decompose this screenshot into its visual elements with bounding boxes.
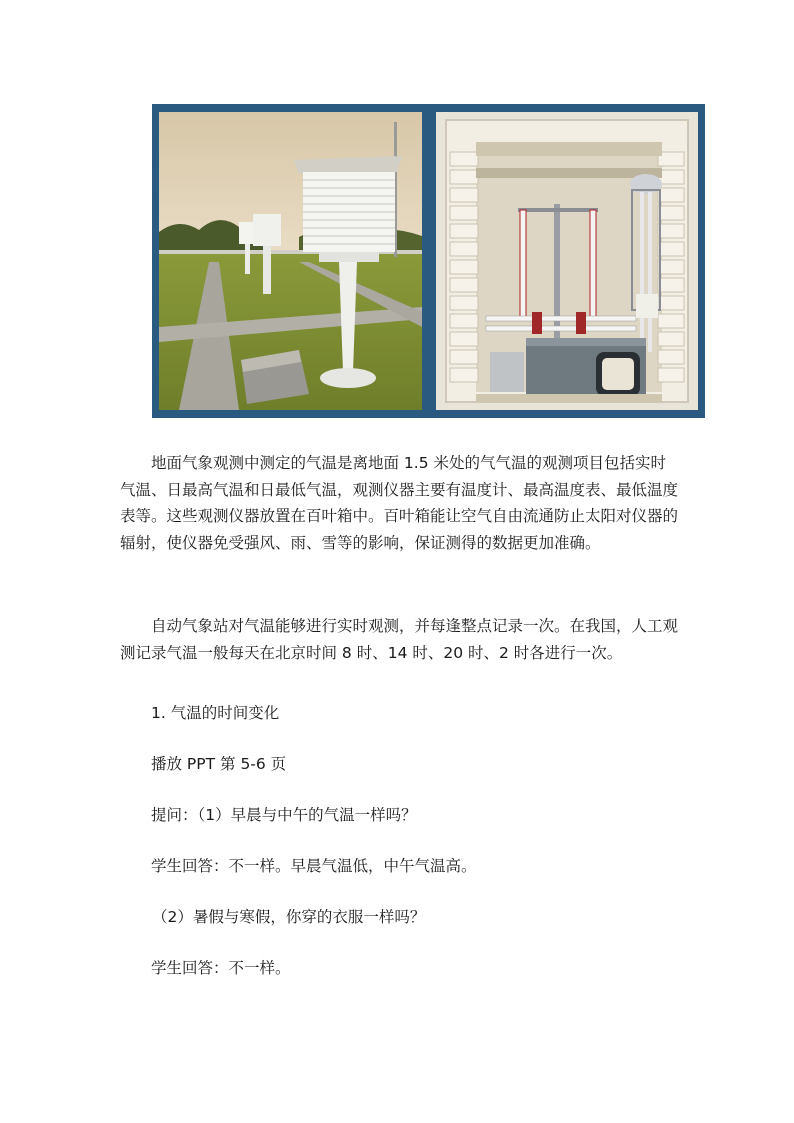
section-heading: 1. 气温的时间变化 [151, 704, 280, 722]
question-line-2: （2）暑假与寒假，你穿的衣服一样吗？ [152, 908, 426, 926]
weather-station-figure [152, 104, 705, 418]
paragraph-temperature-measurement: 地面气象观测中测定的气温是离地面 1.5 米处的气气温的观测项目包括实时气温、日最高气温和日最低气温，观测仪器主要有温度计、最高温度表、最低温度表等。这些观测仪器放置在百叶箱中。百叶箱能让空气自由流通防止太阳对仪器的辐射，使仪器免受强风、雨、雪等的影响，保证测得的数据更加准确。 [120, 454, 679, 552]
paragraph-automatic-station: 自动气象站对气温能够进行实时观测，并每逢整点记录一次。在我国，人工观测记录气温一般每天在北京时间 8 时、14 时、20 时、2 时各进行一次。 [120, 617, 679, 662]
stevenson-screen-outdoor-photo [159, 112, 422, 410]
stevenson-screen-interior-photo [436, 112, 698, 410]
answer-line-2: 学生回答：不一样。 [151, 959, 291, 977]
answer-line-1: 学生回答：不一样。早晨气温低，中午气温高。 [151, 857, 477, 875]
instruction-line: 播放 PPT 第 5-6 页 [151, 755, 287, 773]
question-line-1: 提问：（1）早晨与中午的气温一样吗？ [151, 806, 417, 824]
